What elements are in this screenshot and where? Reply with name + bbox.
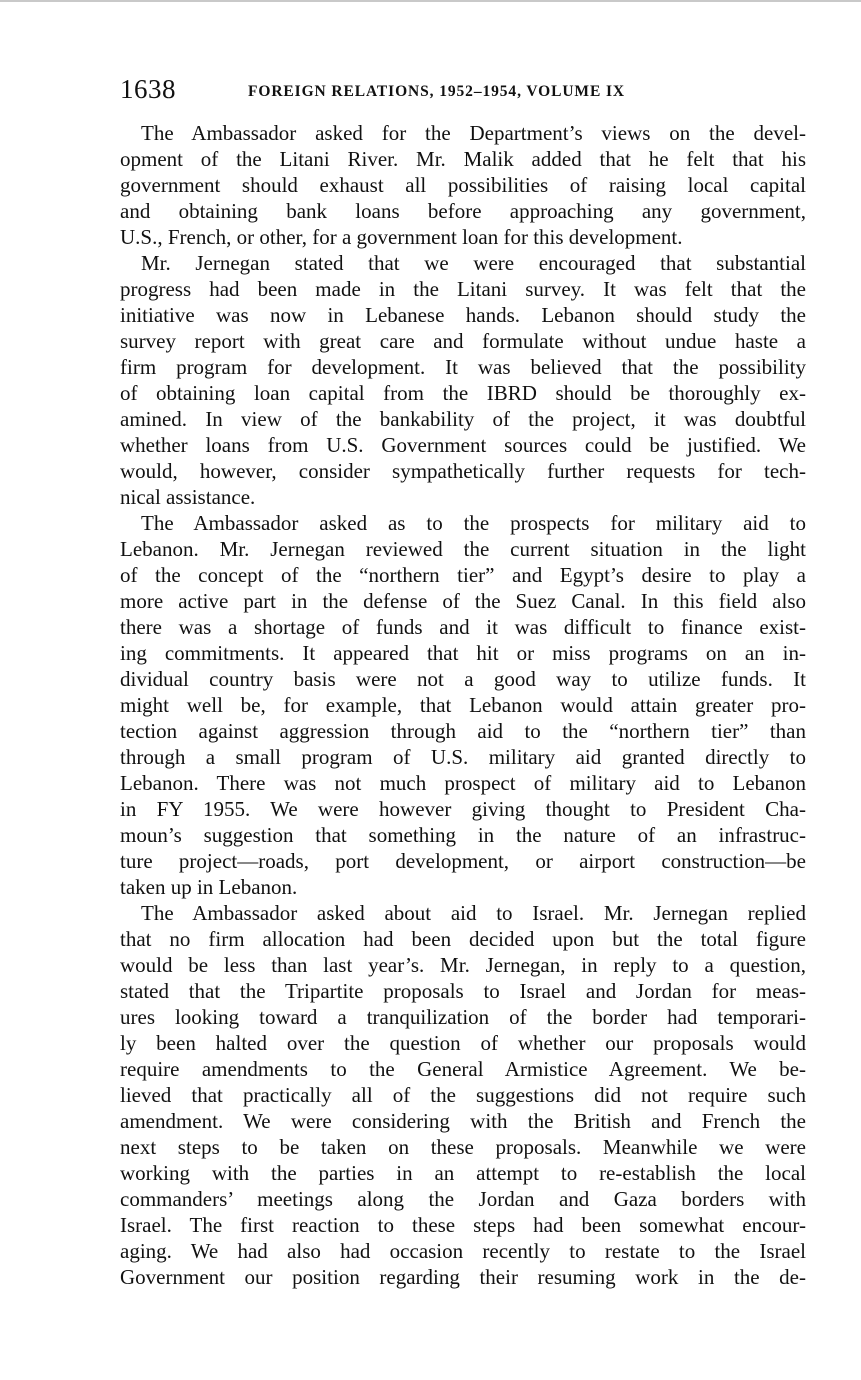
text-line: government should exhaust all possibilities of raising local capital (120, 173, 806, 197)
paragraph (120, 250, 806, 510)
text-line: Government our position regarding their resuming work in the de- (120, 1265, 806, 1289)
text-line: ly been halted over the question of whether our proposals would (120, 1031, 806, 1055)
text-line: lieved that practically all of the suggestions did not require such (120, 1083, 806, 1107)
text-line: ing commitments. It appeared that hit or miss programs on an in- (120, 641, 806, 665)
text-line: U.S., French, or other, for a government loan for this development. (120, 225, 683, 249)
text-line: through a small program of U.S. military aid granted directly to (120, 745, 806, 769)
text-line: The Ambassador asked about aid to Israel. Mr. Jernegan replied (141, 901, 806, 925)
text-line: more active part in the defense of the Suez Canal. In this field also (120, 589, 806, 613)
text-line: and obtaining bank loans before approaching any government, (120, 199, 806, 223)
paragraph (120, 120, 806, 250)
text-line: Lebanon. Mr. Jernegan reviewed the current situation in the light (120, 537, 806, 561)
text-line: The Ambassador asked for the Department’s views on the devel- (141, 121, 806, 145)
text-line: next steps to be taken on these proposals. Meanwhile we were (120, 1135, 806, 1159)
page-number: 1638 (120, 74, 176, 104)
text-line: progress had been made in the Litani survey. It was felt that the (120, 277, 806, 301)
text-line: aging. We had also had occasion recently to restate to the Israel (120, 1239, 806, 1263)
paragraph (120, 900, 806, 1290)
text-line: might well be, for example, that Lebanon would attain greater pro- (120, 693, 806, 717)
text-line: tection against aggression through aid to the “northern tier” than (120, 719, 806, 743)
text-line: that no firm allocation had been decided upon but the total figure (120, 927, 806, 951)
scan-top-edge (0, 0, 861, 2)
text-line: nical assistance. (120, 485, 256, 509)
text-line: in FY 1955. We were however giving thought to President Cha- (120, 797, 806, 821)
text-line: stated that the Tripartite proposals to Israel and Jordan for meas- (120, 979, 806, 1003)
text-line: Mr. Jernegan stated that we were encouraged that substantial (141, 251, 806, 275)
text-line: ures looking toward a tranquilization of the border had temporari- (120, 1005, 806, 1029)
text-line: Lebanon. There was not much prospect of military aid to Lebanon (120, 771, 806, 795)
running-head: FOREIGN RELATIONS, 1952–1954, VOLUME IX (248, 83, 625, 100)
text-line: taken up in Lebanon. (120, 875, 298, 899)
text-line: whether loans from U.S. Government sources could be justified. We (120, 433, 806, 457)
body-text (120, 120, 806, 1290)
text-line: require amendments to the General Armistice Agreement. We be- (120, 1057, 806, 1081)
text-line: of obtaining loan capital from the IBRD should be thoroughly ex- (120, 381, 806, 405)
text-line: working with the parties in an attempt to re-establish the local (120, 1161, 806, 1185)
text-line: moun’s suggestion that something in the nature of an infrastruc- (120, 823, 806, 847)
text-line: initiative was now in Lebanese hands. Lebanon should study the (120, 303, 806, 327)
text-line: there was a shortage of funds and it was difficult to finance exist- (120, 615, 806, 639)
text-line: ture project—roads, port development, or airport construction—be (120, 849, 806, 873)
text-line: dividual country basis were not a good way to utilize funds. It (120, 667, 806, 691)
page-header (120, 74, 806, 108)
text-line: amendment. We were considering with the British and French the (120, 1109, 806, 1133)
text-line: would, however, consider sympathetically further requests for tech- (120, 459, 806, 483)
text-line: commanders’ meetings along the Jordan and Gaza borders with (120, 1187, 806, 1211)
text-line: would be less than last year’s. Mr. Jernegan, in reply to a question, (120, 953, 806, 977)
text-line: firm program for development. It was believed that the possibility (120, 355, 806, 379)
text-line: opment of the Litani River. Mr. Malik added that he felt that his (120, 147, 806, 171)
text-line: survey report with great care and formulate without undue haste a (120, 329, 806, 353)
text-line: Israel. The first reaction to these steps had been somewhat encour- (120, 1213, 806, 1237)
text-line: of the concept of the “northern tier” and Egypt’s desire to play a (120, 563, 806, 587)
paragraph (120, 510, 806, 900)
text-line: The Ambassador asked as to the prospects for military aid to (141, 511, 806, 535)
text-line: amined. In view of the bankability of the project, it was doubtful (120, 407, 806, 431)
